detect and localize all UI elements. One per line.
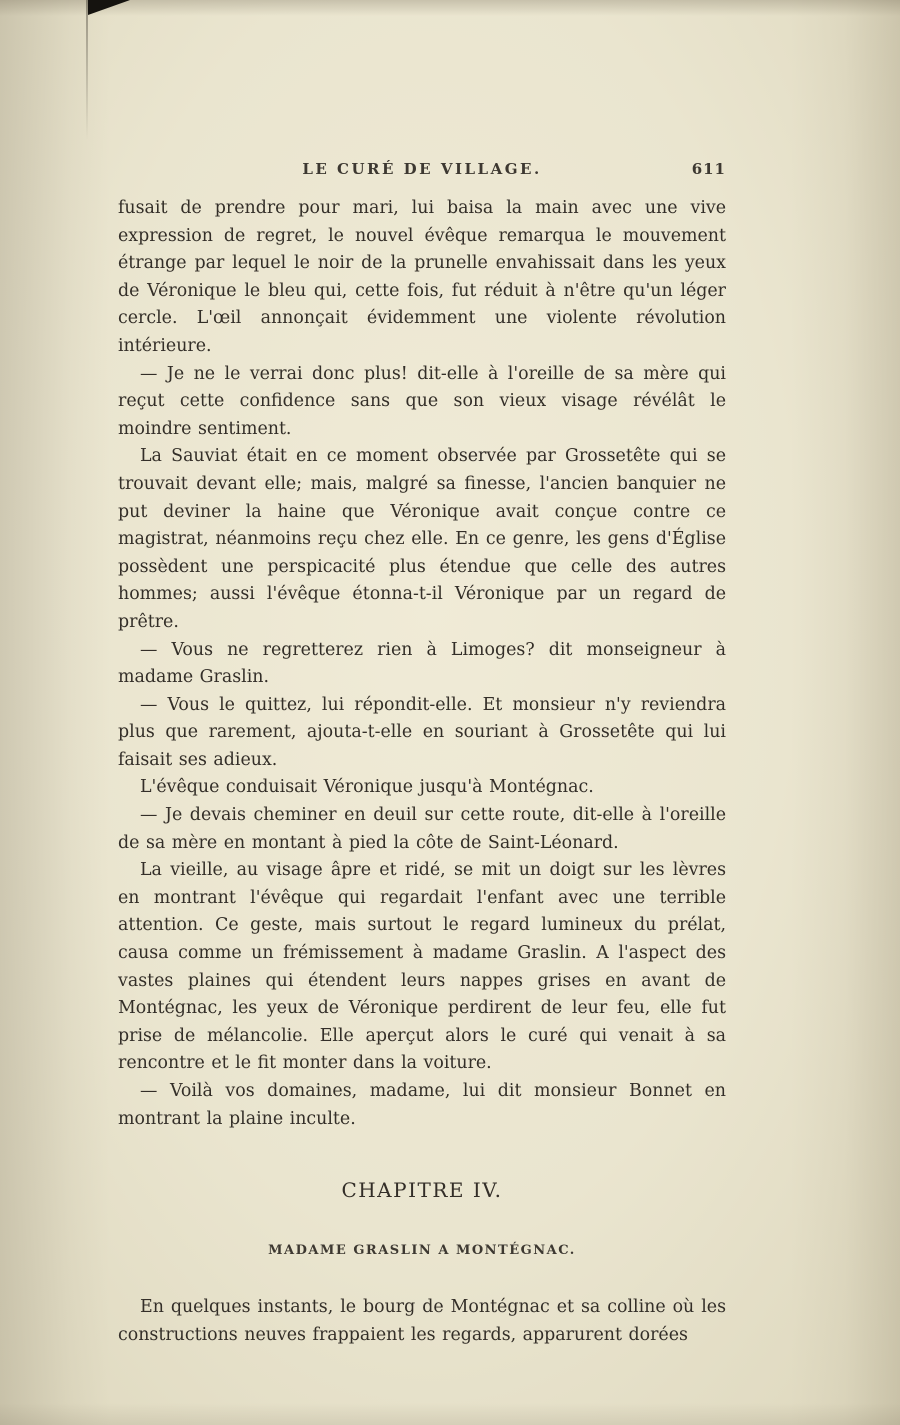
running-header bbox=[118, 160, 726, 182]
book-title: LE CURÉ DE VILLAGE. bbox=[302, 160, 542, 178]
scan-corner-artifact bbox=[88, 0, 130, 15]
paragraph: — Vous le quittez, lui répondit-elle. Et monsieur n'y reviendra plus que rarement, ajouta-t-elle en souriant à Grossetête qui lui faisait ses adieux. bbox=[118, 694, 726, 770]
scan-edge-shadow bbox=[86, 0, 88, 140]
paragraph: — Je ne le verrai donc plus! dit-elle à l'oreille de sa mère qui reçut cette confidence sans que son vieux visage révélât le moindre sentiment. bbox=[118, 363, 726, 439]
paragraph: — Vous ne regretterez rien à Limoges? dit monseigneur à madame Graslin. bbox=[118, 639, 726, 688]
chapter-subheading: MADAME GRASLIN A MONTÉGNAC. bbox=[268, 1242, 576, 1258]
page-number: 611 bbox=[691, 160, 726, 178]
paragraph: L'évêque conduisait Véronique jusqu'à Montégnac. bbox=[140, 777, 594, 798]
paragraph: La vieille, au visage âpre et ridé, se mit un doigt sur les lèvres en montrant l'évêque qui regardait l'enfant avec une terrible attention. Ce geste, mais surtout le regard lumineux du prélat, causa comme un frémissement à madame Graslin. A l'aspect des vastes plaines qui étendent leurs nappes grises en avant de Montégnac, les yeux de Véronique perdirent de leur feu, elle fut prise de mélancolie. Elle aperçut alors le curé qui venait à sa rencontre et le fit monter dans la voiture. bbox=[118, 860, 726, 1074]
body-text bbox=[118, 195, 726, 1350]
paragraph: — Voilà vos domaines, madame, lui dit monsieur Bonnet en montrant la plaine inculte. bbox=[118, 1081, 726, 1129]
paragraph: fusait de prendre pour mari, lui baisa la main avec une vive expression de regret, le nouvel évêque remarqua le mouvement étrange par lequel le noir de la prunelle envahissait dans les yeux de Véronique le bleu qui, cette fois, fut réduit à n'être qu'un léger cercle. L'œil annonçait évidemment une violente révolution intérieure. bbox=[118, 198, 726, 356]
chapter-heading: CHAPITRE IV. bbox=[341, 1178, 503, 1203]
paragraph: En quelques instants, le bourg de Montégnac et sa colline où les constructions neuves frappaient les regards, apparurent dorées bbox=[118, 1297, 726, 1345]
paragraph: La Sauviat était en ce moment observée par Grossetête qui se trouvait devant elle; mais, malgré sa finesse, l'ancien banquier ne put deviner la haine que Véronique avait conçue contre ce magistrat, néanmoins reçu chez elle. En ce genre, les gens d'Église possèdent une perspicacité plus étendue que celle des autres hommes; aussi l'évêque étonna-t-il Véronique par un regard de prêtre. bbox=[118, 446, 726, 632]
paragraph: — Je devais cheminer en deuil sur cette route, dit-elle à l'oreille de sa mère en montant à pied la côte de Saint-Léonard. bbox=[118, 805, 726, 853]
